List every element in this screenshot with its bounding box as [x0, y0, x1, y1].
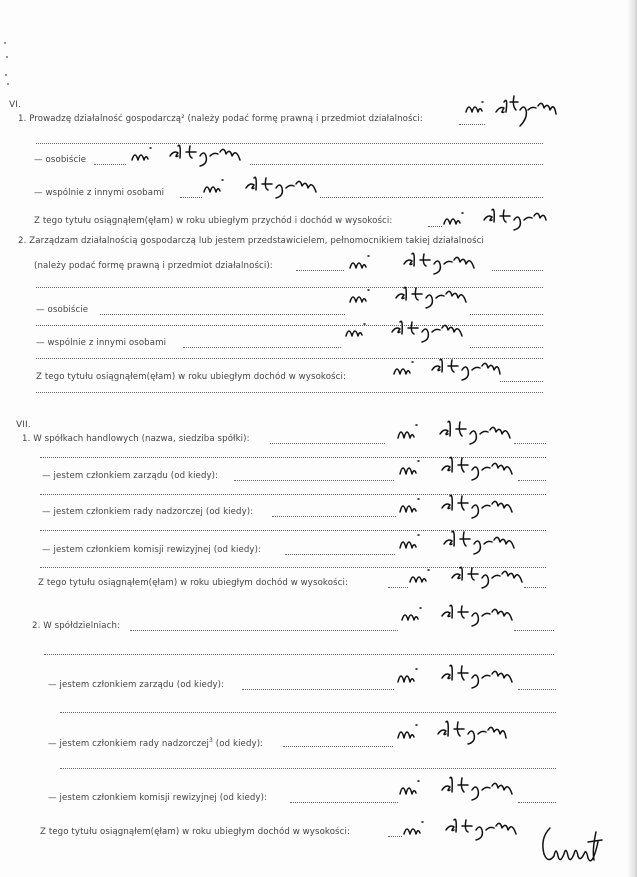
vi-item1-osobiscie: — osobiście	[34, 155, 87, 165]
dotted-line	[290, 802, 398, 803]
handwritten-answer	[390, 352, 505, 386]
handwritten-answer	[126, 138, 251, 168]
handwritten-answer	[440, 204, 555, 234]
vii-item2-text: 2. W spółdzielniach:	[32, 621, 120, 631]
dotted-line	[285, 554, 395, 555]
vi-item1-income: Z tego tytułu osiągnąłem(ęłam) w roku ubiegłym przychód i dochód w wysokości:	[34, 216, 393, 226]
dotted-line	[514, 443, 546, 444]
dotted-line	[500, 381, 543, 382]
dotted-line	[283, 746, 393, 747]
dotted-line	[514, 630, 554, 631]
dotted-line	[183, 347, 341, 348]
section-vi-heading: VI.	[9, 100, 21, 110]
dotted-line	[44, 654, 554, 655]
vii-item1-zarzad: — jestem członkiem zarządu (od kiedy):	[42, 471, 219, 481]
vi-item2-income: Z tego tytułu osiągnąłem(ęłam) w roku ubiegłym dochód w wysokości:	[36, 372, 346, 382]
section-vii-heading: VII.	[16, 420, 31, 430]
dotted-line	[242, 689, 394, 690]
handwritten-answer	[396, 524, 524, 560]
handwritten-answer	[200, 170, 325, 202]
dotted-line	[100, 314, 345, 315]
dotted-line	[272, 516, 396, 517]
dotted-line	[36, 392, 543, 393]
signature	[536, 822, 616, 870]
handwritten-answer	[396, 770, 521, 806]
dotted-line	[296, 270, 344, 271]
vii-item2-komisja: — jestem członkiem komisji rewizyjnej (od kiedy):	[48, 793, 268, 803]
vi-item1-text: 1. Prowadzę działalność gospodarczą² (należy podać formę prawną i przedmiot działalności:	[18, 114, 423, 124]
scan-speck	[4, 42, 6, 44]
dotted-line	[60, 768, 556, 769]
dotted-line	[130, 630, 398, 631]
handwritten-answer	[396, 450, 518, 486]
page-edge-shadow	[627, 0, 637, 877]
scan-speck	[6, 56, 8, 58]
dotted-line	[524, 587, 546, 588]
handwritten-answer	[462, 88, 572, 128]
handwritten-answer	[398, 598, 516, 632]
handwritten-answer	[396, 488, 521, 524]
dotted-line	[36, 143, 543, 144]
dotted-line	[470, 347, 543, 348]
dotted-line	[270, 443, 385, 444]
vii-item1-rada: — jestem członkiem rady nadzorczej (od kiedy):	[42, 507, 254, 517]
vii-item1-komisja: — jestem członkiem komisji rewizyjnej (od kiedy):	[42, 545, 262, 555]
dotted-line	[180, 197, 202, 198]
vi-item2-line2: (należy podać formę prawną i przedmiot działalności):	[34, 261, 273, 271]
dotted-line	[388, 587, 408, 588]
dotted-line	[60, 712, 556, 713]
vii-item2-zarzad: — jestem członkiem zarządu (od kiedy):	[48, 680, 225, 690]
handwritten-answer	[342, 314, 472, 346]
vii-item1-income: Z tego tytułu osiągnąłem(ęłam) w roku ubiegłym dochód w wysokości:	[38, 578, 348, 588]
handwritten-answer	[394, 414, 516, 450]
vi-item1-wspolnie: — wspólnie z innymi osobami	[34, 188, 165, 198]
dotted-line	[518, 689, 556, 690]
dotted-line	[94, 164, 126, 165]
handwritten-answer	[394, 714, 509, 750]
scan-speck	[7, 83, 9, 85]
dotted-line	[518, 802, 556, 803]
handwritten-answer	[346, 280, 476, 312]
dotted-line	[470, 314, 543, 315]
vii-item1-text: 1. W spółkach handlowych (nazwa, siedziba spółki):	[22, 434, 250, 444]
vii-item2-income: Z tego tytułu osiągnąłem(ęłam) w roku ubiegłym dochód w wysokości:	[40, 827, 350, 837]
dotted-line	[250, 164, 543, 165]
vii-item2-rada: — jestem członkiem rady nadzorczej$^3$ (od kiedy):	[48, 737, 264, 749]
vi-item2-wspolnie: — wspólnie z innymi osobami	[36, 338, 167, 348]
handwritten-answer	[406, 560, 526, 594]
handwritten-answer	[394, 658, 522, 694]
scan-speck	[5, 74, 7, 76]
vi-item2-osobiscie: — osobiście	[36, 305, 89, 315]
dotted-line	[234, 480, 394, 481]
handwritten-answer	[400, 812, 522, 846]
dotted-line	[320, 197, 543, 198]
vi-item2-line1: 2. Zarządzam działalnością gospodarczą lub jestem przedstawicielem, pełnomocnikiem takiej działalności	[18, 236, 484, 246]
handwritten-answer	[344, 246, 494, 278]
dotted-line	[492, 270, 543, 271]
dotted-line	[518, 480, 546, 481]
